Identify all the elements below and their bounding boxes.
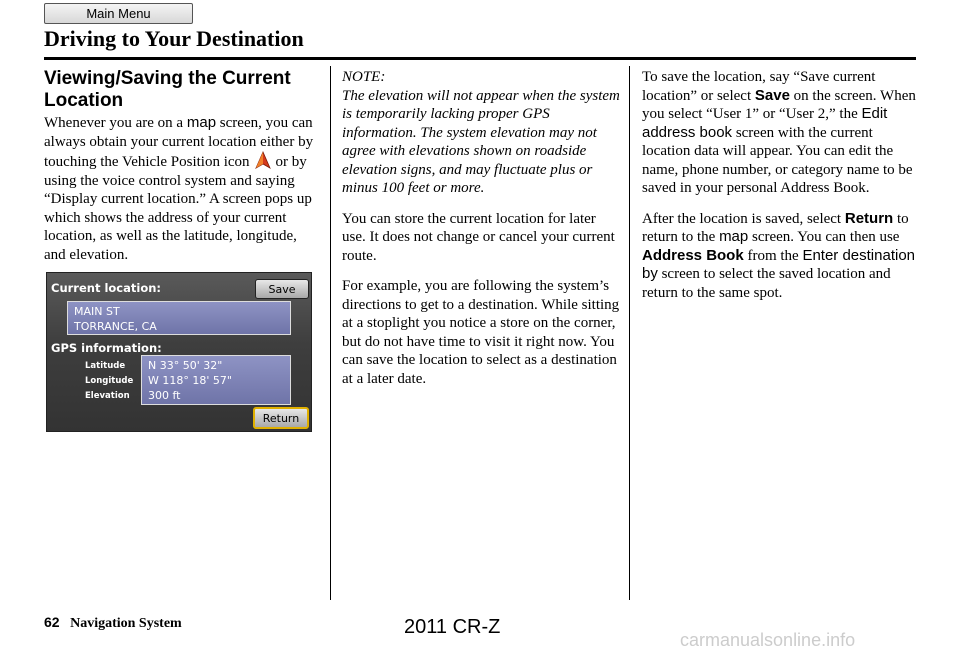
column-divider-2	[629, 66, 630, 600]
footer-model: 2011 CR-Z	[404, 616, 501, 638]
address-box	[67, 301, 291, 335]
gps-values-box	[141, 355, 291, 405]
map-term-2: map	[719, 228, 749, 245]
gps-info-label: GPS information:	[51, 341, 162, 355]
enter-destination-term: Enter destination by	[642, 246, 916, 282]
title-rule	[44, 57, 916, 60]
note-body: The elevation will not appear when the system is temporarily lacking proper GPS information. The system elevation may not agree with elevations shown on roadside elevation signs, and may fluctuate plus or minus 100 feet or more.	[342, 87, 620, 196]
vehicle-position-icon	[254, 151, 272, 169]
page-number: 62	[44, 614, 60, 630]
address-line-1: MAIN ST	[74, 305, 120, 318]
note-title: NOTE:	[342, 69, 386, 85]
latitude-value: N 33° 50' 32"	[148, 359, 223, 372]
example-paragraph: For example, you are following the system’s directions to get to a destination. While sitting at a stoplight you notice a store on the corner, but do not have time to visit it right now. You can save the location to select as a destination at a later date.	[342, 278, 620, 387]
longitude-label: Longitude	[85, 376, 134, 386]
elevation-value: 300 ft	[148, 389, 181, 402]
page-title: Driving to Your Destination	[44, 26, 304, 51]
footer-watermark: carmanualsonline.info	[680, 630, 856, 650]
footer-page-info	[44, 614, 182, 632]
save-paragraph: To save the location, say “Save current location” or select Save on the screen. When you select “User 1” or “User 2,” the Edit address book screen with the current location data will appear. You can edit the name, phone number, or category name to be saved in your personal Address Book.	[642, 69, 916, 196]
address-book-term: Address Book	[642, 246, 744, 264]
column-2	[342, 68, 622, 388]
map-term: map	[186, 114, 217, 131]
main-menu-button[interactable]: Main Menu	[44, 3, 193, 24]
current-location-label: Current location:	[51, 281, 162, 295]
column-divider-1	[330, 66, 331, 600]
footer-section-name: Navigation System	[70, 616, 182, 631]
address-line-2: TORRANCE, CA	[74, 320, 157, 333]
longitude-value: W 118° 18' 57"	[148, 374, 232, 387]
elevation-label: Elevation	[85, 391, 130, 401]
intro-paragraph: Whenever you are on a map screen, you can always obtain your current location either by touching the Vehicle Position icon or by using the voice control system and saying “Display current location.” A screen pops up which shows the address of your current location, as well as the latitude, longitude, and elevation.	[44, 114, 314, 263]
section-heading: Viewing/Saving the Current Location	[44, 68, 291, 111]
return-paragraph: After the location is saved, select Return to return to the map screen. You can then use Address Book from the Enter destination by screen to select the saved location and return to the same spot.	[642, 209, 916, 301]
save-button[interactable]: Save	[255, 279, 309, 299]
return-term: Return	[844, 209, 894, 227]
return-button[interactable]: Return	[253, 407, 309, 429]
edit-address-book-term: Edit address book	[642, 105, 888, 141]
save-term: Save	[754, 86, 790, 104]
current-location-screen	[46, 272, 312, 432]
store-location-paragraph: You can store the current location for later use. It does not change or cancel your current route.	[342, 210, 615, 264]
latitude-label: Latitude	[85, 361, 126, 371]
column-3	[642, 68, 918, 302]
